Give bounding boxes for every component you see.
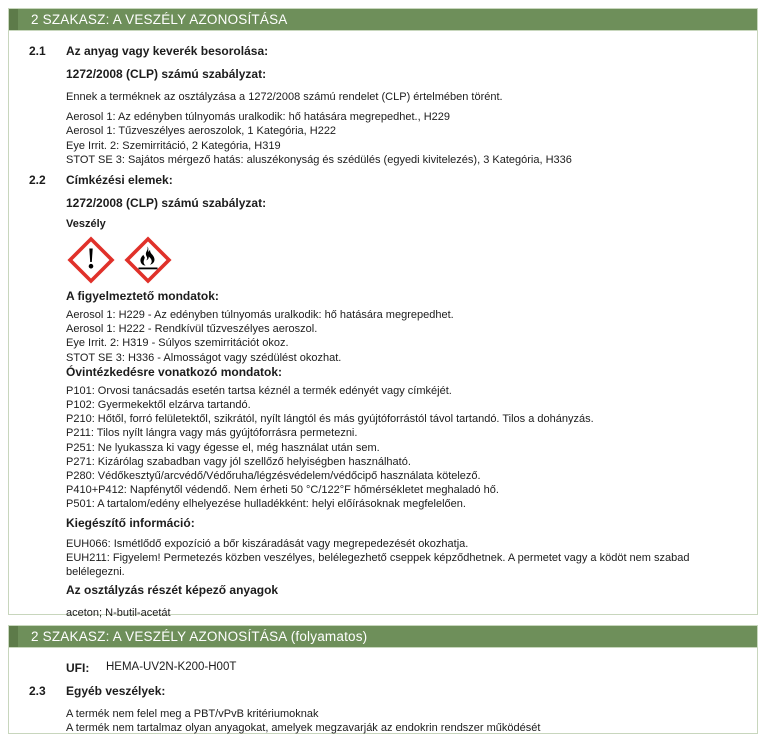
precaution-list (9, 384, 745, 512)
supplemental-heading: Kiegészítő információ: (66, 515, 195, 530)
precaution-line: P102: Gyermekektől elzárva tartandó. (66, 399, 251, 412)
subsection-2-2-heading-row (9, 173, 745, 188)
precaution-line: P280: Védőkesztyű/arcvédő/Védőruha/légzésvédelem/védőcipő használata kötelező. (66, 470, 481, 483)
section-2-continued-header-title: 2 SZAKASZ: A VESZÉLY AZONOSÍTÁSA (folyamatos) (31, 629, 368, 644)
precaution-line: P251: Ne lyukassza ki vagy égesse el, még használat után sem. (66, 441, 380, 454)
signal-word-row (9, 217, 745, 231)
subsection-2-1-title: Az anyag vagy keverék besorolása: (66, 44, 269, 58)
classification-intro: Ennek a terméknek az osztályzása a 1272/2008 számú rendelet (CLP) értelmében törént. (66, 91, 503, 103)
ghs07-exclamation-icon (66, 235, 116, 285)
ufi-label: UFI: (66, 661, 90, 675)
ufi-row (9, 661, 745, 675)
section-2-header-bar (8, 8, 758, 31)
substances-heading: Az osztályzás részét képező anyagok (66, 583, 279, 598)
precaution-heading-row (9, 365, 745, 380)
supplemental-list (9, 537, 745, 580)
substances-heading-row (9, 583, 745, 598)
precaution-heading: Óvintézkedésre vonatkozó mondatok: (66, 364, 283, 379)
ufi-value: HEMA-UV2N-K200-H00T (106, 661, 237, 673)
substances-row (9, 606, 745, 620)
classification-line: Aerosol 1: Az edényben túlnyomás uralkodik: hő hatására megrepedhet., H229 (66, 111, 451, 124)
precaution-line: P210: Hőtől, forró felületektől, szikrától, nyílt lángtól és más gyújtóforrástól távol tartandó. Tilos a dohányzás. (66, 413, 594, 426)
subsection-2-3-heading-row (9, 684, 745, 699)
other-hazards-list (9, 707, 745, 735)
hazard-statements-list (9, 308, 745, 365)
clp-regulation-heading-row (9, 67, 745, 82)
hazard-statement-line: Aerosol 1: H229 - Az edényben túlnyomás uralkodik: hő hatására megrepedhet. (66, 309, 454, 322)
hazard-statements-heading: A figyelmeztető mondatok: (66, 289, 219, 304)
clp-regulation-heading-row (9, 196, 745, 211)
precaution-line: P211: Tilos nyílt lángra vagy más gyújtóforrásra permetezni. (66, 427, 358, 440)
precaution-line: P271: Kizárólag szabadban vagy jól szellőző helyiségben használható. (66, 455, 411, 468)
section-2-continued-header-bar (8, 625, 758, 648)
substances-value: aceton; N-butil-acetát (66, 607, 171, 620)
subsection-number: 2.1 (29, 44, 46, 58)
subsection-number: 2.2 (29, 173, 46, 188)
subsection-2-2-title: Címkézési elemek: (66, 173, 173, 188)
classification-line: Eye Irrit. 2: Szemirritáció, 2 Kategória, H319 (66, 139, 281, 152)
euh-statement-line: EUH211: Figyelem! Permetezés közben veszélyes, belélegezhető cseppek képződhetnek. A permetet vagy a ködöt nem szabad belélegezni. (66, 551, 690, 579)
section-2-continued-content (8, 648, 758, 734)
clp-regulation-heading: 1272/2008 (CLP) számú szabályzat: (66, 67, 267, 81)
hazard-statement-line: STOT SE 3: H336 - Almosságot vagy szédülést okozhat. (66, 351, 342, 364)
classification-line: Aerosol 1: Tűzveszélyes aeroszolok, 1 Kategória, H222 (66, 125, 337, 138)
section-2-header-title: 2 SZAKASZ: A VESZÉLY AZONOSÍTÁSA (31, 12, 288, 27)
signal-word: Veszély (66, 218, 106, 231)
classification-line: STOT SE 3: Sajátos mérgező hatás: aluszékonyság és szédülés (egyedi kivitelezés), 3 Kategória, H336 (66, 153, 572, 166)
subsection-2-3-title: Egyéb veszélyek: (66, 684, 166, 698)
precaution-line: P101: Orvosi tanácsadás esetén tartsa kéznél a termék edényét vagy címkéjét. (66, 384, 452, 397)
subsection-number: 2.3 (29, 684, 46, 698)
precaution-line: P410+P412: Napfénytől védendő. Nem érheti 50 °C/122°F hőmérsékletet meghaladó hő. (66, 484, 499, 497)
euh-statement-line: EUH066: Ismétlődő expozíció a bőr kiszáradását vagy megrepedezését okozhatja. (66, 537, 469, 550)
clp-regulation-heading: 1272/2008 (CLP) számú szabályzat: (66, 196, 267, 211)
pictogram-row (9, 235, 745, 285)
classification-intro-row (9, 90, 745, 104)
supplemental-heading-row (9, 516, 745, 531)
other-hazard-line: A termék nem felel meg a PBT/vPvB kritériumoknak (66, 708, 319, 720)
ghs02-flame-icon (123, 235, 173, 285)
other-hazard-line: A termék nem tartalmaz olyan anyagokat, amelyek megzavarják az endokrin rendszer működését (66, 722, 541, 735)
subsection-2-1-heading-row (9, 44, 745, 59)
hazard-statements-heading-row (9, 289, 745, 304)
classification-list (9, 110, 745, 167)
hazard-statement-line: Eye Irrit. 2: H319 - Súlyos szemirritációt okoz. (66, 337, 289, 350)
precaution-line: P501: A tartalom/edény elhelyezése hulladékként: helyi előírásoknak megfelelően. (66, 498, 466, 511)
section-2-content (8, 31, 758, 620)
hazard-statement-line: Aerosol 1: H222 - Rendkívül tűzveszélyes aeroszol. (66, 323, 318, 336)
